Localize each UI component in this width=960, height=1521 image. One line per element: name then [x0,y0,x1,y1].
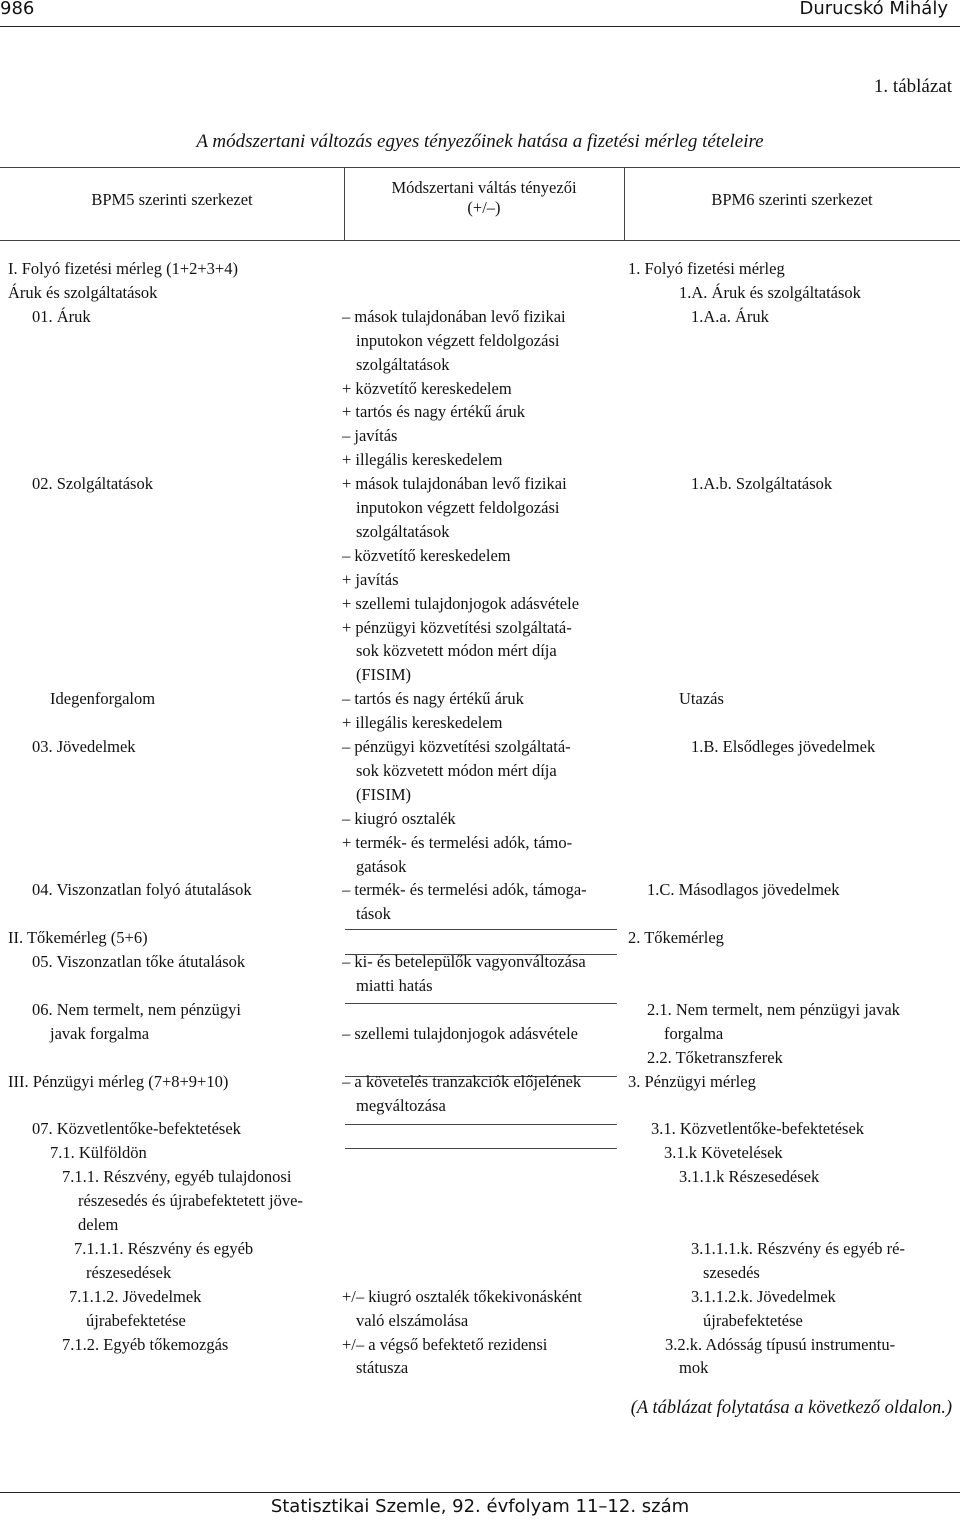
table-row [0,353,960,377]
bpm5-cell: 05. Viszonzatlan tőke átutalások [32,952,246,972]
table-row [0,974,960,998]
table-row [0,663,960,687]
bpm6-cell: 3.1.1.1.k. Részvény és egyéb ré- [691,1238,905,1258]
bpm5-cell: 7.1.1.2. Jövedelmek [69,1286,202,1306]
table-row [0,472,960,496]
table-top-rule [0,167,960,168]
table-row [0,520,960,544]
table-row [0,759,960,783]
factor-cell: – közvetítő kereskedelem [342,545,511,565]
bpm6-cell: 3.1.1.2.k. Jövedelmek [691,1286,836,1306]
bpm6-cell: újrabefektetése [703,1310,803,1330]
table-row [0,496,960,520]
table-row [0,950,960,974]
bpm5-cell: 02. Szolgáltatások [32,474,153,494]
table-row [0,1022,960,1046]
factor-cell: +/– kiugró osztalék tőkekivonásként [342,1286,582,1306]
column-header-factors [344,178,624,218]
bpm5-cell: részesedések [86,1262,172,1282]
factor-cell: státusza [356,1358,409,1378]
bpm6-cell: 3.1.1.k Részesedések [679,1167,820,1187]
header-bottom-rule [0,240,960,241]
factor-cell: inputokon végzett feldolgozási [356,498,560,517]
bpm6-cell: 1.A. Áruk és szolgáltatások [679,282,861,302]
factor-cell: tások [356,904,391,924]
bpm5-cell: újrabefektetése [86,1310,186,1330]
table-row [0,1285,960,1309]
table-row [0,1094,960,1118]
table-row [0,544,960,568]
table-row [0,1261,960,1285]
bpm6-cell: 3.1. Közvetlentőke-befektetések [651,1119,865,1139]
factor-cell: miatti hatás [356,976,433,995]
bpm5-cell: 06. Nem termelt, nem pénzügyi [32,999,241,1019]
column-header-bpm5: BPM5 szerinti szerkezet [91,190,253,209]
table-row [0,831,960,855]
factor-cell: + javítás [342,569,399,589]
bpm6-cell: 1.A.a. Áruk [691,306,769,326]
bpm6-cell: 3. Pénzügyi mérleg [628,1071,756,1091]
bpm5-cell: 01. Áruk [32,306,91,326]
bpm5-cell: I. Folyó fizetési mérleg (1+2+3+4) [8,259,238,278]
bpm5-cell: II. Tőkemérleg (5+6) [8,928,148,948]
table-row [0,998,960,1022]
bpm5-cell: 7.1.2. Egyéb tőkemozgás [62,1334,229,1354]
table-row [0,902,960,926]
factor-cell: gatások [356,856,407,876]
bpm5-cell: 7.1. Külföldön [50,1143,147,1163]
continuation-note: (A táblázat folytatása a következő oldalon.) [630,1398,952,1418]
table-row [0,735,960,759]
table-row [0,1189,960,1213]
factor-cell: – a követelés tranzakciók előjelének [342,1071,582,1091]
factor-cell: + mások tulajdonában levő fizikai [342,474,567,494]
bpm6-cell: 3.2.k. Adósság típusú instrumentu- [665,1334,896,1354]
bpm6-cell: szesedés [703,1262,760,1282]
bpm5-cell: delem [78,1215,119,1234]
table-row [0,1356,960,1380]
bpm6-cell: 2.1. Nem termelt, nem pénzügyi javak [647,999,900,1019]
factor-cell: megváltozása [356,1095,446,1115]
bpm5-cell: 7.1.1. Részvény, egyéb tulajdonosi [62,1167,292,1187]
factor-cell: – tartós és nagy értékű áruk [342,689,524,709]
page-header [0,0,960,30]
factors-header-line1: Módszertani váltás tényezői [391,178,577,197]
header-rule [0,26,960,27]
table-row [0,807,960,831]
factor-cell: – szellemi tulajdonjogok adásvétele [342,1023,578,1043]
table-row [0,1141,960,1165]
factors-header-line2: (+/–) [467,198,501,217]
footer-rule [0,1492,960,1493]
factor-cell: – javítás [342,426,398,446]
table-row [0,257,960,281]
table-row [0,1046,960,1070]
factor-cell: – ki- és betelepülők vagyonváltozása [342,952,586,972]
author-name: Durucskó Mihály [799,0,948,19]
table-row [0,783,960,807]
table-row [0,1333,960,1357]
bpm5-cell: 07. Közvetlentőke-befektetések [32,1119,241,1139]
factor-cell: + pénzügyi közvetítési szolgáltatá- [342,617,572,637]
factor-cell: – pénzügyi közvetítési szolgáltatá- [342,737,571,756]
factor-cell: – kiugró osztalék [342,808,456,828]
table-row [0,1309,960,1333]
factor-cell: szolgáltatások [356,354,450,374]
bpm6-cell: 3.1.k Követelések [664,1143,783,1163]
factor-cell: +/– a végső befektető rezidensi [342,1334,548,1354]
factor-cell: inputokon végzett feldolgozási [356,330,560,350]
table-row [0,1117,960,1141]
table-row [0,711,960,735]
bpm6-cell: 1.B. Elsődleges jövedelmek [691,737,876,756]
table-row [0,329,960,353]
table-row [0,855,960,879]
table-title: A módszertani változás egyes tényezőinek hatása a fizetési mérleg tételeire [196,131,764,152]
bpm5-cell: javak forgalma [50,1023,150,1043]
bpm6-cell: 1.A.b. Szolgáltatások [691,474,833,494]
table-row [0,878,960,902]
table-row [0,616,960,640]
factor-cell: + tartós és nagy értékű áruk [342,402,525,422]
bpm6-cell: forgalma [664,1023,724,1043]
factor-cell: sok közvetett módon mért díja [356,641,557,661]
footer-journal: Statisztikai Szemle, 92. évfolyam 11–12. szám [270,1496,690,1517]
table-row [0,568,960,592]
bpm6-cell: 1.C. Másodlagos jövedelmek [647,880,840,900]
page-number: 986 [0,0,35,19]
factor-cell: + közvetítő kereskedelem [342,378,512,398]
table-label: 1. táblázat [873,76,952,97]
bpm5-cell: 04. Viszonzatlan folyó átutalások [32,880,252,900]
bpm5-cell: Idegenforgalom [50,689,156,709]
factor-cell: (FISIM) [356,784,412,804]
table-row [0,926,960,950]
table-row [0,424,960,448]
factor-cell: sok közvetett módon mért díja [356,760,557,780]
factor-cell: (FISIM) [356,665,412,685]
column-header-bpm6: BPM6 szerinti szerkezet [711,190,873,209]
bpm6-cell: 2. Tőkemérleg [628,928,724,948]
table-row [0,639,960,663]
table-row [0,377,960,401]
table-row [0,1165,960,1189]
factor-cell: való elszámolása [356,1310,469,1330]
factor-cell: + illegális kereskedelem [342,450,503,470]
bpm5-cell: részesedés és újrabefektetett jöve- [78,1191,303,1211]
table-row [0,305,960,329]
table-row [0,1213,960,1237]
factor-cell: szolgáltatások [356,521,450,541]
bpm5-cell: Áruk és szolgáltatások [8,282,158,302]
table-row [0,400,960,424]
factor-cell: – termék- és termelési adók, támoga- [342,880,587,900]
factor-cell: + szellemi tulajdonjogok adásvétele [342,593,580,613]
factor-cell: – mások tulajdonában levő fizikai [342,306,566,326]
table-row [0,592,960,616]
bpm5-cell: III. Pénzügyi mérleg (7+8+9+10) [8,1071,229,1091]
bpm6-cell: mok [679,1358,709,1378]
bpm6-cell: 1. Folyó fizetési mérleg [628,259,785,278]
bpm6-cell: 2.2. Tőketranszferek [647,1047,783,1067]
table-row [0,281,960,305]
factor-cell: + illegális kereskedelem [342,713,503,733]
table-row [0,687,960,711]
table-row [0,448,960,472]
table-row [0,1070,960,1094]
factor-cell: + termék- és termelési adók, támo- [342,832,573,852]
table-row [0,1237,960,1261]
bpm6-cell: Utazás [679,689,724,709]
bpm5-cell: 03. Jövedelmek [32,737,136,756]
bpm5-cell: 7.1.1.1. Részvény és egyéb [74,1238,254,1258]
